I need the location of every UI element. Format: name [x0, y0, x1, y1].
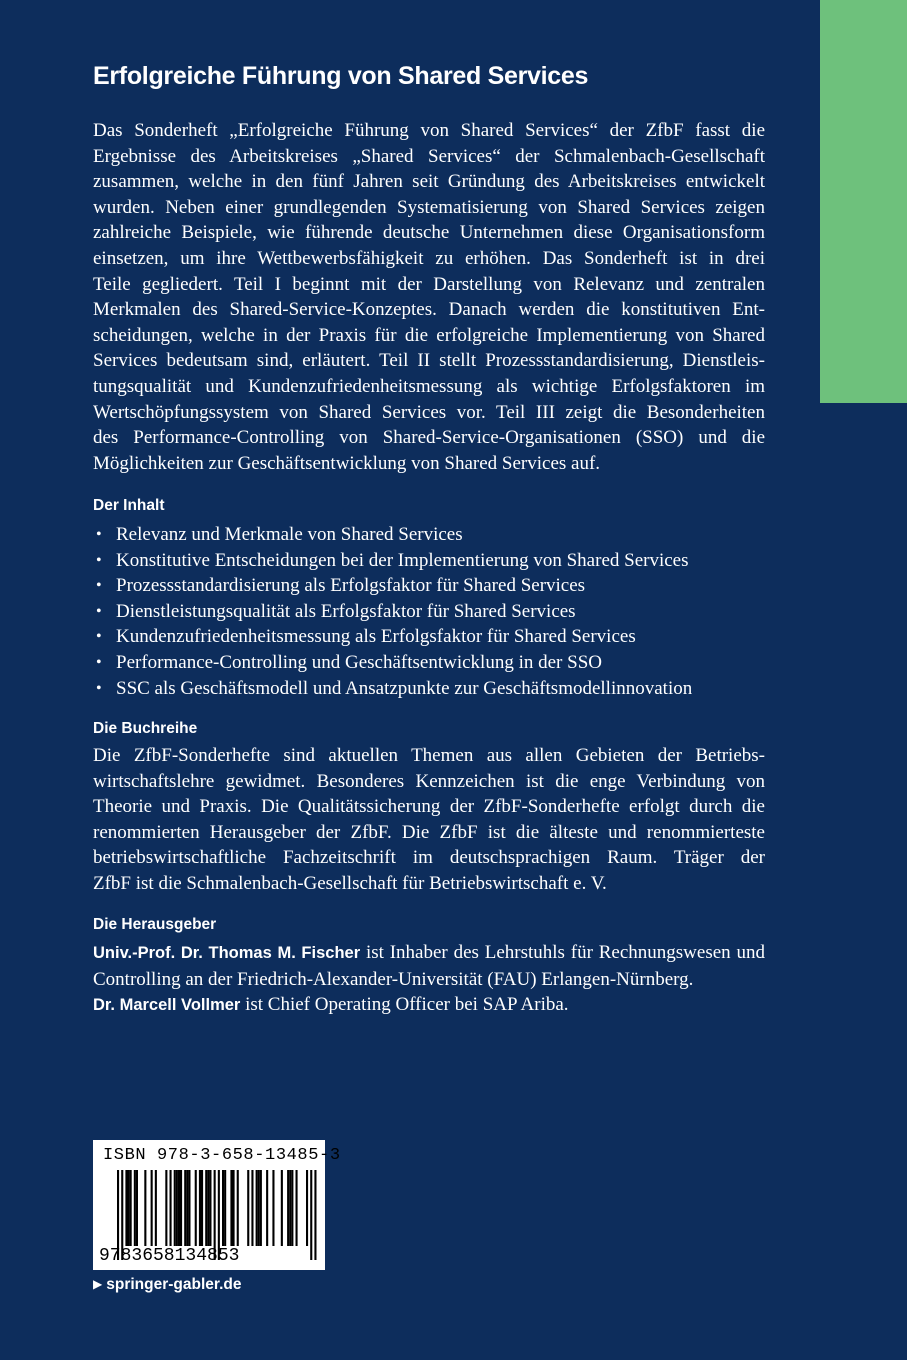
barcode-bar	[186, 1170, 188, 1246]
series-line: betriebswirtschaftliche Fachzeitschrift im deutschsprachigen Raum. Träger der	[93, 847, 765, 869]
intro-line: des Performance-Controlling von Shared-Service-Organisationen (SSO) und die	[93, 427, 765, 449]
editor2-name: Dr. Marcell Vollmer	[93, 996, 241, 1015]
barcode-bar	[125, 1170, 127, 1246]
barcode-bar	[155, 1170, 157, 1246]
intro-line: Ergebnisse des Arbeitskreises „Shared Services“ der Schmalenbach-Gesellschaft	[93, 145, 765, 167]
barcode-bar	[260, 1170, 262, 1246]
editor1-line2: Controlling an der Friedrich-Alexander-Universität (FAU) Erlangen-Nürnberg.	[93, 968, 694, 990]
intro-line: wurden. Neben einer grundlegenden Systematisierung von Shared Services zeigen	[93, 196, 765, 218]
editor2-line	[93, 992, 765, 1019]
intro-paragraph	[93, 118, 765, 476]
barcode-bar	[188, 1170, 190, 1246]
intro-line: tungsqualität und Kundenzufriedenheitsmessung als wichtige Erfolgsfaktoren im	[93, 375, 765, 397]
editor2-desc: ist Chief Operating Officer bei SAP Ariba.	[240, 994, 569, 1016]
barcode-bar	[174, 1170, 176, 1246]
barcode-bar	[222, 1170, 224, 1246]
barcode-bar	[256, 1170, 258, 1246]
contents-list-item: • Prozessstandardisierung als Erfolgsfaktor für Shared Services	[93, 573, 692, 599]
page-title: Erfolgreiche Führung von Shared Services	[93, 62, 589, 90]
contents-list-item: • SSC als Geschäftsmodell und Ansatzpunkte zur Geschäftsmodellinnovation	[93, 676, 692, 702]
barcode-bar	[180, 1170, 182, 1246]
editor1-desc: ist Inhaber des Lehrstuhls für Rechnungswesen und	[360, 942, 765, 963]
series-heading: Die Buchreihe	[93, 720, 198, 737]
intro-line: Services bedeutsam sind, erläutert. Teil II stellt Prozessstandardisierung, Dienstleis-	[93, 350, 765, 372]
barcode-bar	[184, 1170, 186, 1246]
contents-list-item: • Performance-Controlling und Geschäftsentwicklung in der SSO	[93, 650, 692, 676]
barcode-bar	[258, 1170, 260, 1246]
barcode-bar	[287, 1170, 289, 1246]
ean-digits: 9783658134853	[99, 1246, 240, 1266]
barcode-bar	[251, 1170, 253, 1246]
intro-line: scheidungen, welche in der Praxis für die erfolgreiche Implementierung von Shared	[93, 324, 765, 346]
intro-line: zahlreiche Beispiele, wie führende deutsche Unternehmen diese Organisationsform	[93, 222, 765, 244]
barcode-bar	[144, 1170, 146, 1246]
series-paragraph	[93, 743, 765, 897]
editors-heading: Die Herausgeber	[93, 916, 217, 933]
barcode-bar	[205, 1170, 207, 1246]
barcode-bar	[237, 1170, 239, 1246]
barcode-bar	[134, 1170, 136, 1246]
series-line: renommierten Herausgeber der ZfbF. Die ZfbF ist die älteste und renommierteste	[93, 821, 765, 843]
accent-bar	[820, 0, 907, 403]
series-line: Theorie und Praxis. Die Qualitätssicherung der ZfbF-Sonderhefte erfolgt durch die	[93, 796, 765, 818]
barcode-bar	[195, 1170, 197, 1246]
barcode-bar	[151, 1170, 153, 1246]
barcode-bar	[128, 1170, 130, 1246]
contents-list-item: • Konstitutive Entscheidungen bei der Implementierung von Shared Services	[93, 548, 692, 574]
intro-line: zusammen, welche in den fünf Jahren seit Gründung des Arbeitskreises entwickelt	[93, 171, 765, 193]
arrow-right-icon: ▶	[93, 1277, 103, 1291]
contents-list-item: • Kundenzufriedenheitsmessung als Erfolgsfaktor für Shared Services	[93, 624, 692, 650]
barcode-bar	[209, 1170, 211, 1246]
isbn-barcode	[93, 1140, 341, 1270]
barcode-bar	[266, 1170, 268, 1246]
barcode-bar	[310, 1170, 312, 1260]
intro-line: Möglichkeiten zur Geschäftsentwicklung von Shared Services auf.	[93, 452, 601, 474]
contents-heading: Der Inhalt	[93, 497, 165, 514]
series-line: ZfbF ist die Schmalenbach-Gesellschaft für Betriebswirtschaft e. V.	[93, 872, 607, 894]
barcode-bar	[314, 1170, 316, 1260]
series-line: wirtschaftslehre gewidmet. Besonderes Kennzeichen ist die enge Verbindung von	[93, 770, 765, 792]
barcode-bar	[199, 1170, 201, 1246]
barcode-bar	[247, 1170, 249, 1246]
barcode-bar	[178, 1170, 180, 1246]
editor1-name: Univ.-Prof. Dr. Thomas M. Fischer	[93, 944, 361, 962]
isbn-label: ISBN 978-3-658-13485-3	[103, 1146, 341, 1165]
barcode-bar	[176, 1170, 178, 1246]
barcode-bar	[207, 1170, 209, 1246]
intro-line: einsetzen, um ihre Wettbewerbsfähigkeit zu erhöhen. Das Sonderheft ist in drei	[93, 247, 765, 269]
barcode-bar	[130, 1170, 132, 1246]
publisher-website[interactable]	[93, 1276, 241, 1294]
intro-line: Teile gegliedert. Teil I beginnt mit der Darstellung von Relevanz und zentralen	[93, 273, 765, 295]
barcode-bar	[165, 1170, 167, 1246]
editors-paragraph	[93, 940, 765, 1019]
barcode-bar	[281, 1170, 283, 1246]
intro-line: Das Sonderheft „Erfolgreiche Führung von Shared Services“ der ZfbF fasst die	[93, 120, 765, 141]
contents-list	[93, 522, 692, 701]
barcode-bar	[136, 1170, 138, 1246]
editor1-line	[93, 940, 765, 967]
barcode-bar	[201, 1170, 203, 1246]
barcode-bar	[289, 1170, 291, 1246]
intro-line: Wertschöpfungssystem von Shared Services vor. Teil III zeigt die Besonderheiten	[93, 401, 765, 423]
barcode-bar	[306, 1170, 308, 1246]
barcode-bar	[170, 1170, 172, 1246]
barcode-bar	[224, 1170, 226, 1246]
barcode-bar	[230, 1170, 232, 1246]
barcode-bar	[296, 1170, 298, 1246]
intro-line: Merkmalen des Shared-Service-Konzeptes. Danach werden die konstitutiven Ent-	[93, 299, 765, 321]
series-line: Die ZfbF-Sonderhefte sind aktuellen Themen aus allen Gebieten der Betriebs-	[93, 745, 765, 766]
barcode-bar	[291, 1170, 293, 1246]
contents-list-item: • Relevanz und Merkmale von Shared Services	[93, 522, 692, 548]
contents-list-item: • Dienstleistungsqualität als Erfolgsfaktor für Shared Services	[93, 599, 692, 625]
barcode-bar	[233, 1170, 235, 1246]
barcode-bar	[272, 1170, 274, 1246]
website-label: springer-gabler.de	[106, 1276, 242, 1293]
